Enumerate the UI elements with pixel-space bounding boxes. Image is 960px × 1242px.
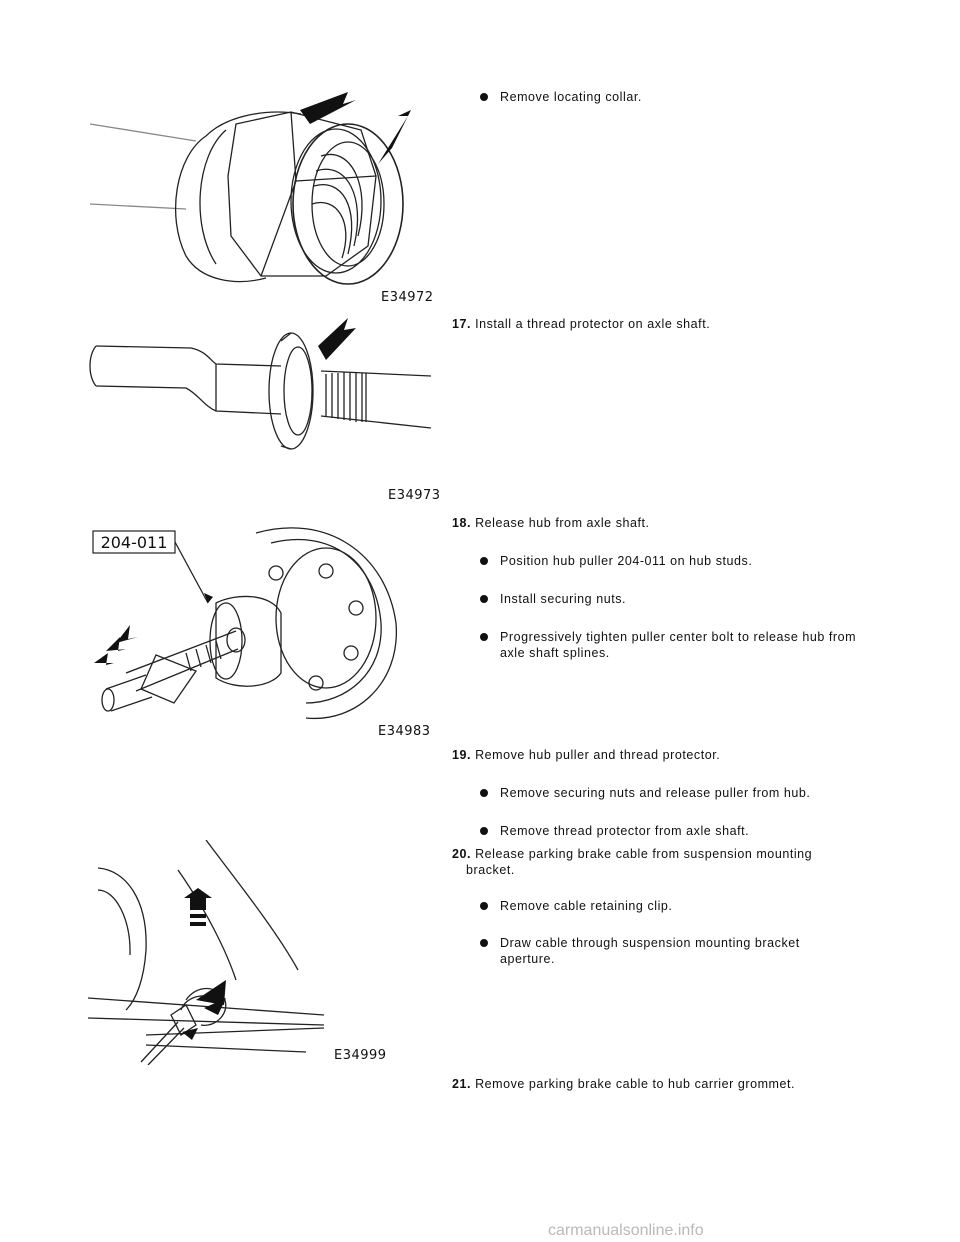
step-18 (452, 515, 650, 531)
figure-caption: E34983 (378, 724, 431, 739)
step-18-bullet-2: Install securing nuts. (480, 591, 626, 607)
step-text: Remove hub puller and thread protector. (475, 748, 721, 762)
step-number: 20. (452, 847, 472, 861)
figure-caption: E34972 (381, 290, 434, 305)
step-text: Release hub from axle shaft. (475, 516, 650, 530)
step-number: 19. (452, 748, 472, 762)
step-20-bullet-2: Draw cable through suspension mounting bracket (480, 935, 800, 951)
step-21 (452, 1076, 795, 1092)
step-20-cont: bracket. (466, 863, 515, 877)
step-19-bullet-1: Remove securing nuts and release puller from hub. (480, 785, 810, 801)
step-16-bullet-1: Remove locating collar. (480, 89, 642, 105)
step-number: 21. (452, 1077, 472, 1091)
figure-caption: E34973 (388, 488, 441, 503)
step-20-bullet-1: Remove cable retaining clip. (480, 898, 672, 914)
figure-caption: E34999 (334, 1048, 387, 1063)
figure-parking-brake-cable (86, 840, 326, 1065)
step-text: Remove parking brake cable to hub carrier grommet. (475, 1077, 796, 1091)
step-17 (452, 316, 710, 332)
step-number: 17. (452, 317, 472, 331)
step-19 (452, 747, 720, 763)
step-18-bullet-3: Progressively tighten puller center bolt to release hub from (480, 629, 856, 645)
watermark: carmanualsonline.info (548, 1222, 704, 1239)
figure-hub-puller (86, 513, 416, 723)
step-19-bullet-2: Remove thread protector from axle shaft. (480, 823, 749, 839)
step-18-bullet-3-cont: axle shaft splines. (500, 646, 610, 660)
figure-locating-collar (86, 86, 426, 291)
step-text: Install a thread protector on axle shaft. (475, 317, 711, 331)
step-number: 18. (452, 516, 472, 530)
figure-thread-protector (86, 316, 438, 491)
step-text: Release parking brake cable from suspension mounting (475, 847, 813, 861)
step-20-bullet-2-cont: aperture. (500, 952, 555, 966)
step-18-bullet-1: Position hub puller 204-011 on hub studs. (480, 553, 752, 569)
tool-number-label: 204-011 (100, 533, 168, 552)
step-20 (452, 846, 812, 862)
